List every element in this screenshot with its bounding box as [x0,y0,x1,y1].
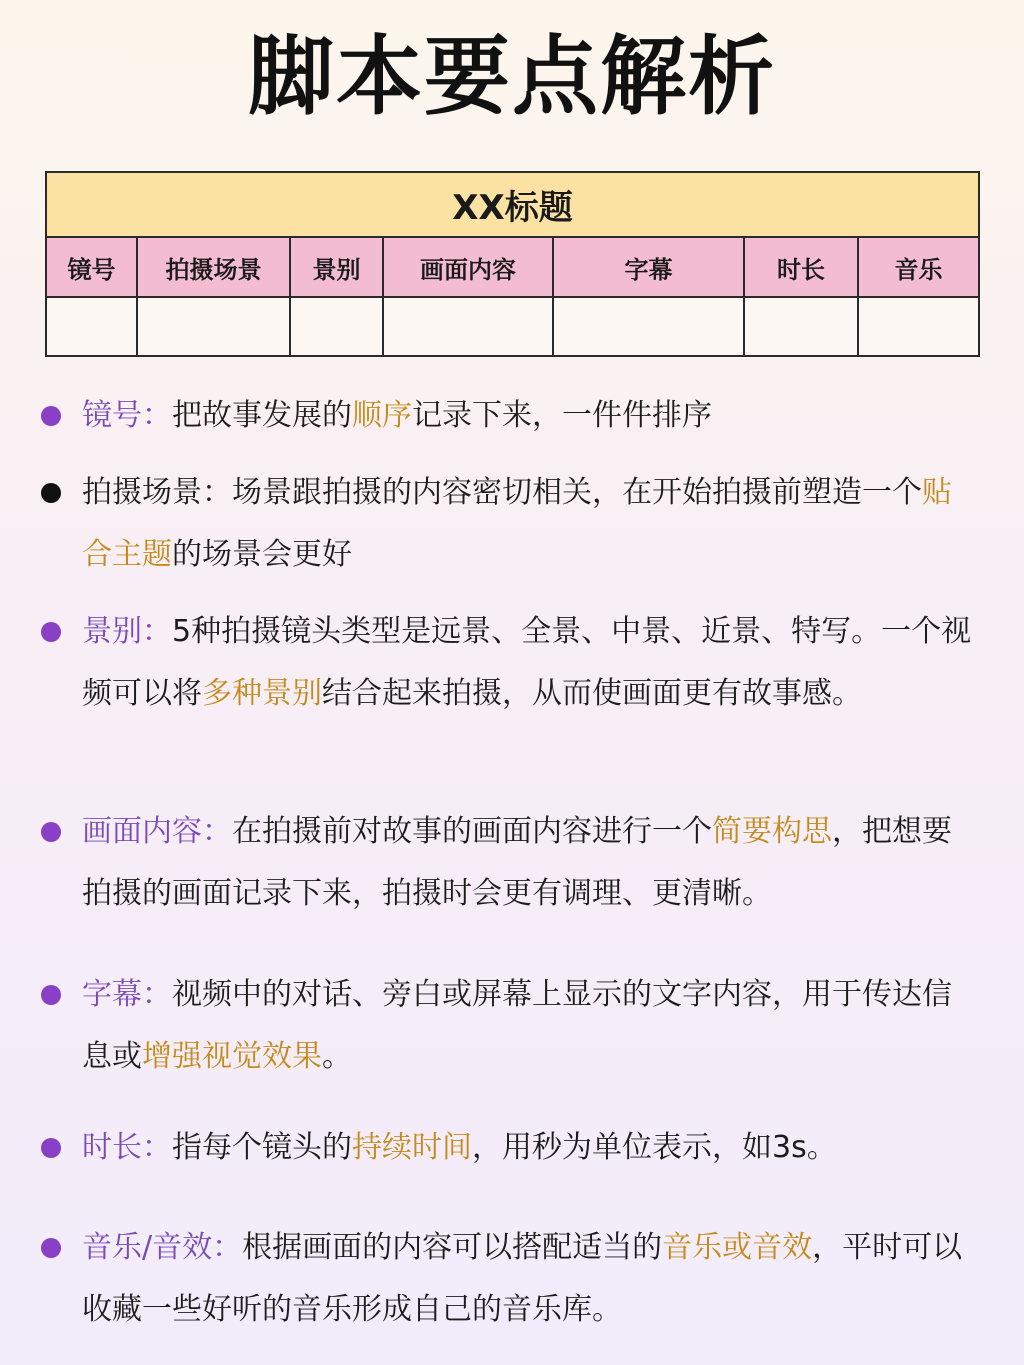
page-title: 脚本要点解析 [248,27,776,127]
item-text [82,385,972,447]
table-row [46,297,979,356]
column-subtitles: 字幕 [553,237,744,297]
empty-cell [858,297,979,356]
item-highlight: 多种景别 [202,676,322,711]
item-text-post: 结合起来拍摄，从而使画面更有故事感。 [322,676,862,711]
empty-cell [46,297,137,356]
item-text-pre: 拍摄场景：场景跟拍摄的内容密切相关，在开始拍摄前塑造一个 [82,475,922,510]
item-text-pre: 在拍摄前对故事的画面内容进行一个 [232,814,712,849]
item-text [82,1217,972,1341]
bullet-dot [41,1238,61,1258]
bullet-dot [41,822,61,842]
bullet-dot [41,622,61,642]
column-music: 音乐 [858,237,979,297]
item-key: 画面内容： [82,814,232,849]
empty-cell [290,297,383,356]
column-scene: 拍摄场景 [137,237,290,297]
item-highlight: 简要构思 [712,814,832,849]
item-text-pre: 视频中的对话、旁白或屏幕上显示的文字内容，用于传达信息或 [82,977,952,1074]
item-key: 音乐/音效： [82,1230,243,1265]
item-highlight: 持续时间 [352,1130,472,1165]
item-highlight: 贴合主题 [82,475,952,572]
empty-cell [383,297,553,356]
column-duration: 时长 [744,237,858,297]
item-text-post: 的场景会更好 [172,537,352,572]
item-text [82,601,972,725]
item-text [82,1117,972,1179]
item-text-pre: 5种拍摄镜头类型是远景、全景、中景、近景、特写。一个视频可以将 [82,614,972,711]
item-highlight: 增强视觉效果 [142,1039,322,1074]
empty-cell [137,297,290,356]
item-text-post: ，把想要拍摄的画面记录下来，拍摄时会更有调理、更清晰。 [82,814,952,911]
item-text-post: ，平时可以收藏一些好听的音乐形成自己的音乐库。 [82,1230,963,1327]
column-shot-number: 镜号 [46,237,137,297]
bullet-dot [41,1138,61,1158]
item-key: 镜号： [82,398,172,433]
item-highlight: 顺序 [352,398,412,433]
bullet-dot [41,406,61,426]
column-frame-content: 画面内容 [383,237,553,297]
item-key: 字幕： [82,977,172,1012]
item-text [82,801,972,925]
empty-cell [553,297,744,356]
item-text-pre: 根据画面的内容可以搭配适当的 [242,1230,663,1265]
item-highlight: 音乐或音效 [662,1230,813,1265]
item-text [82,462,972,586]
empty-cell [744,297,858,356]
bullet-dot [41,483,61,503]
item-text-post: 记录下来，一件件排序 [412,398,712,433]
item-text-pre: 把故事发展的 [172,398,352,433]
item-text-pre: 指每个镜头的 [172,1130,352,1165]
bullet-dot [41,985,61,1005]
item-text-post: ，用秒为单位表示，如3s。 [472,1130,837,1165]
column-shot-size: 景别 [290,237,383,297]
script-template-table [45,171,980,357]
item-text-post: 。 [322,1039,352,1074]
item-key: 景别： [82,614,172,649]
item-key: 时长： [82,1130,172,1165]
table-title: XX标题 [46,172,979,237]
item-text [82,964,972,1088]
